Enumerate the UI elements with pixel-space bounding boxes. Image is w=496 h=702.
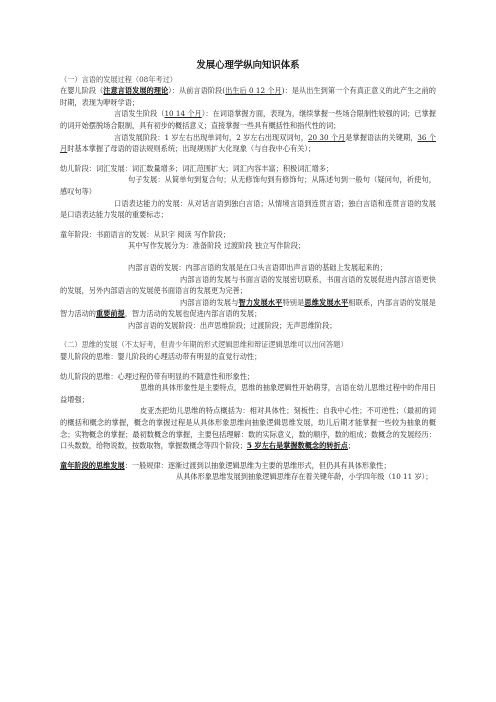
emphasis-intelligence: 智力发展水平 (238, 297, 283, 307)
para-school-written: 童年阶段：书面语言的发展：从识字 阅读 写作阶段； (60, 229, 230, 239)
para-child-image: 思维的具体形象性是主要特点，思维的抽象逻辑性开始萌芽，言语在幼儿思维过程中的作用日益增强； (60, 383, 436, 404)
emphasis-number-turning-point: 5 岁左右是掌握数概念的转折点 (246, 441, 348, 451)
para-inner-speech: 内部言语的发展：内部言语的发展是在口头言语即出声言语的基础上发展起来的； (128, 262, 387, 272)
document-title: 发展心理学纵向知识体系 (196, 60, 300, 71)
para-inner-mind: 内部言语的发展与智力发展水平特别是思维发展水平相联系，内部言语的发展是智力活动的重要前提，智力活动的发展也促进内部言语的发展； (60, 297, 436, 319)
para-child-sentence: 句子发展：从简单句到复合句；从无修饰句到有修饰句；从陈述句到一般句（疑问句，祈使句，感叹句等） (60, 175, 436, 196)
para-child-oral: 口语表达能力的发展：从对话言语到独白言语；从情境言语到连贯言语；独白言语和连贯言语的发展是口语表达能力发展的重要标志； (60, 198, 436, 220)
para-development-stage: 言语发展阶段：1 岁左右出现单词句，2 岁左右出现双词句，20 30 个月是掌握语法的关键期，36 个月时基本掌握了母语的语法规则系统；出现规则扩大化现象（与自我中心有关）； (60, 132, 436, 154)
para-infant-language: 在婴儿阶段（注意言语发展的理论）：从前言语阶段(出生后 0 12 个月)：是从出生到第一个有真正意义的此产生之前的时期，表现为咿呀学语； (60, 86, 436, 107)
para-child-vocabulary: 幼儿阶段：词汇发展：词汇数量增多；词汇范围扩大；词汇内容丰富；积极词汇增多； (60, 163, 334, 173)
para-school-writing: 其中写作发展分为：准备阶段 过渡阶段 独立写作阶段； (128, 241, 306, 251)
underlined-period: 20 30 个月 (307, 132, 346, 142)
para-emergence-stage: 言语发生阶段（10 14 个月）：在词语掌握方面，表现为，继续掌握一些场合限制性较强的词；已掌握的词开始摆脱场合限制，具有初步的概括意义；直接掌握一些具有概括性和指代性的词； (60, 109, 436, 130)
underlined-period: 36 个月 (60, 132, 436, 154)
underlined-period: 10 14 个月 (164, 109, 202, 119)
emphasis-premise: 重要前提 (95, 309, 125, 319)
underlined-period: 出生后 0 12 个月 (225, 86, 282, 96)
para-school-turning: 从具体形象思维发展到抽象逻辑思维存在着关键年龄，小学四年级（10 11 岁）； (176, 472, 433, 482)
emphasis-school-thinking: 童年阶段的思维发展 (60, 460, 125, 470)
para-child-thinking: 幼儿阶段的思维：心理过程仍带有明显的不随意性和形象性； (60, 371, 255, 381)
section-heading-thinking: （二）思维的发展（不太好考，但青少年期的形式逻辑思维和辩证逻辑思维可以出问答题） (60, 340, 348, 350)
emphasis-theory: 注意言语发展的理论 (103, 86, 169, 96)
para-infant-thinking: 婴儿阶段的思维：婴儿阶段的心理活动带有明显的直觉行动性； (60, 352, 262, 362)
para-inner-stages: 内部言语的发展阶段：出声思维阶段；过渡阶段；无声思维阶段； (128, 320, 337, 330)
para-school-thinking: 童年阶段的思维发展：一般规律：逐渐过渡到以抽象逻辑思维为主要的思维形式，但仍具有具体形象性； (60, 460, 391, 470)
para-inner-relation: 内部言语的发展与书面言语的发展密切联系，书面言语的发展促进内部言语更快的发展，另外内部语言的发展使书面语言的发展更为完善； (60, 274, 436, 296)
emphasis-thinking: 思维发展水平 (304, 297, 349, 307)
para-piaget: 皮亚杰把幼儿思维的特点概括为：相对具体性；刻板性；自我中心性；不可逆性；（最初的词的概括和概念的掌握，概念的掌握过程是从具体形象思维向抽象逻辑思维发展，幼儿后期才能掌握一些较为抽象的概念；实物概念的掌握；最初数概念的掌握，主要包括理解：数的实际意义，数的顺序，数的组成；数概念的发展经历：口头数数，给物说数，按数取物，掌握数概念等四个阶段；5 岁左右是掌握数概念的转折点； (60, 406, 436, 451)
section-heading-language: （一）言语的发展过程（08年考过） (60, 74, 177, 84)
